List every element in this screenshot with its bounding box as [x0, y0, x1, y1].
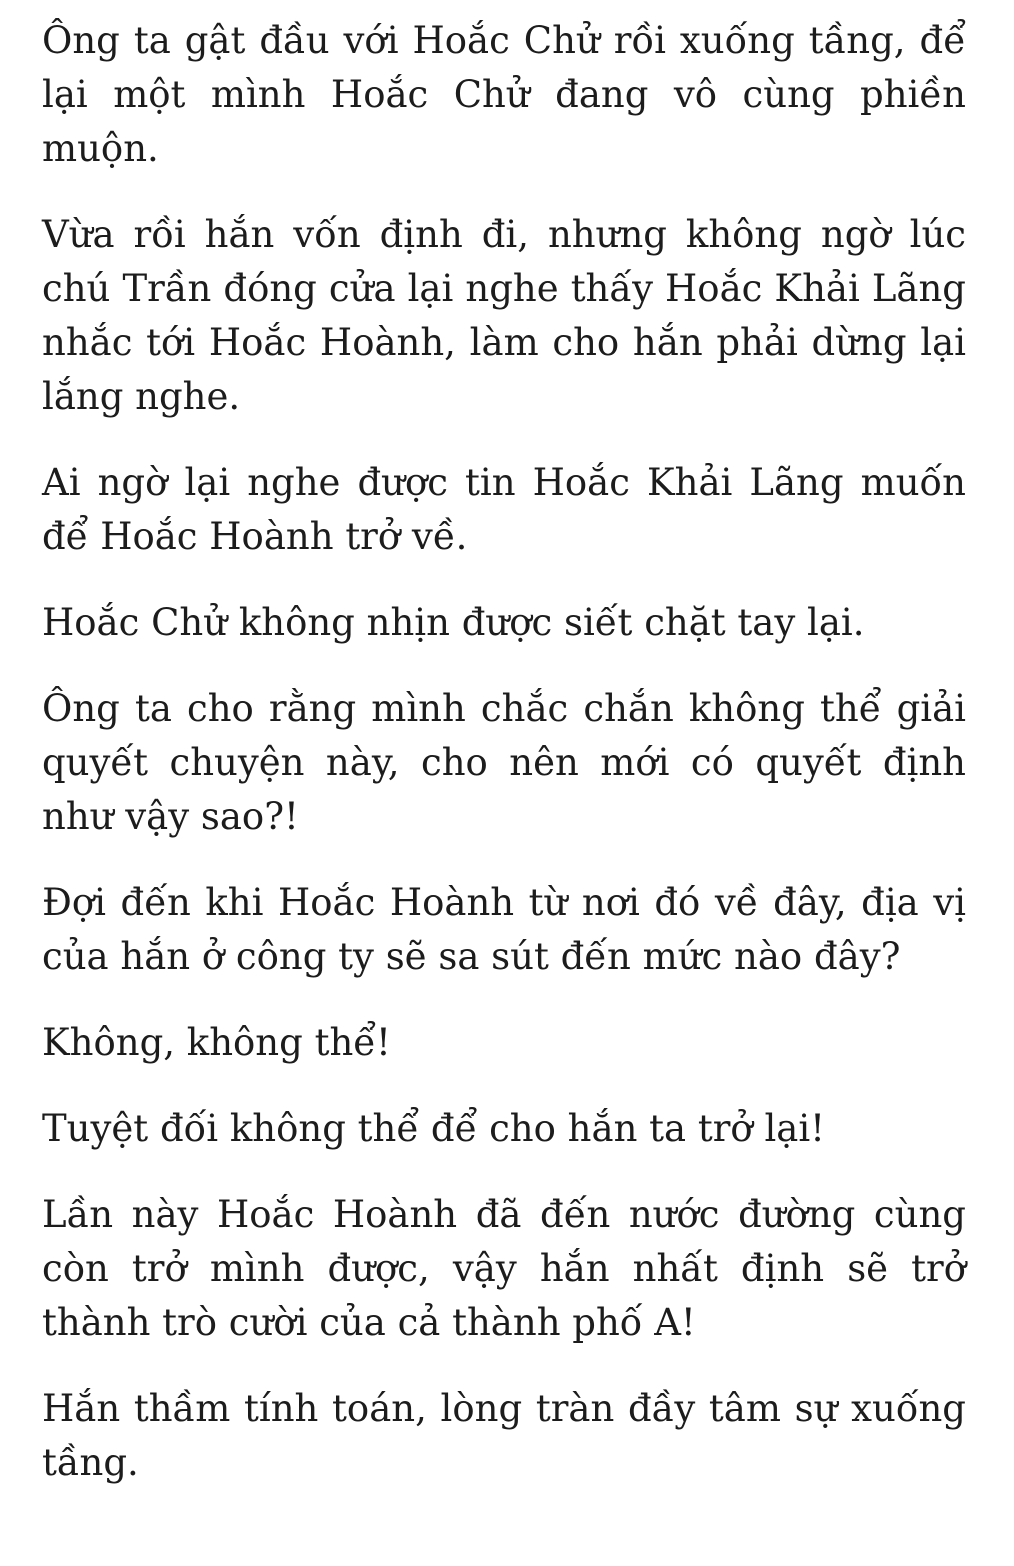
paragraph-5: Ông ta cho rằng mình chắc chắn không thể giải quyết chuyện này, cho nên mới có quyết định như vậy sao?! [42, 687, 966, 838]
paragraph-10: Hắn thầm tính toán, lòng tràn đầy tâm sự xuống tầng. [42, 1387, 966, 1484]
paragraph-9: Lần này Hoắc Hoành đã đến nước đường cùng còn trở mình được, vậy hắn nhất định sẽ trở thành trò cười của cả thành phố A! [42, 1193, 966, 1344]
reader-text-area [42, 14, 966, 1490]
paragraph-3: Ai ngờ lại nghe được tin Hoắc Khải Lãng muốn để Hoắc Hoành trở về. [42, 461, 966, 558]
paragraph-8: Tuyệt đối không thể để cho hắn ta trở lại! [42, 1107, 826, 1150]
paragraph-6: Đợi đến khi Hoắc Hoành từ nơi đó về đây, địa vị của hắn ở công ty sẽ sa sút đến mức nào đây? [42, 881, 966, 978]
paragraph-7: Không, không thể! [42, 1021, 391, 1064]
paragraph-2: Vừa rồi hắn vốn định đi, nhưng không ngờ lúc chú Trần đóng cửa lại nghe thấy Hoắc Khải Lãng nhắc tới Hoắc Hoành, làm cho hắn phải dừng lại lắng nghe. [42, 213, 966, 418]
paragraph-4: Hoắc Chử không nhịn được siết chặt tay lại. [42, 601, 865, 644]
paragraph-1: Ông ta gật đầu với Hoắc Chử rồi xuống tầng, để lại một mình Hoắc Chử đang vô cùng phiền muộn. [42, 19, 966, 170]
